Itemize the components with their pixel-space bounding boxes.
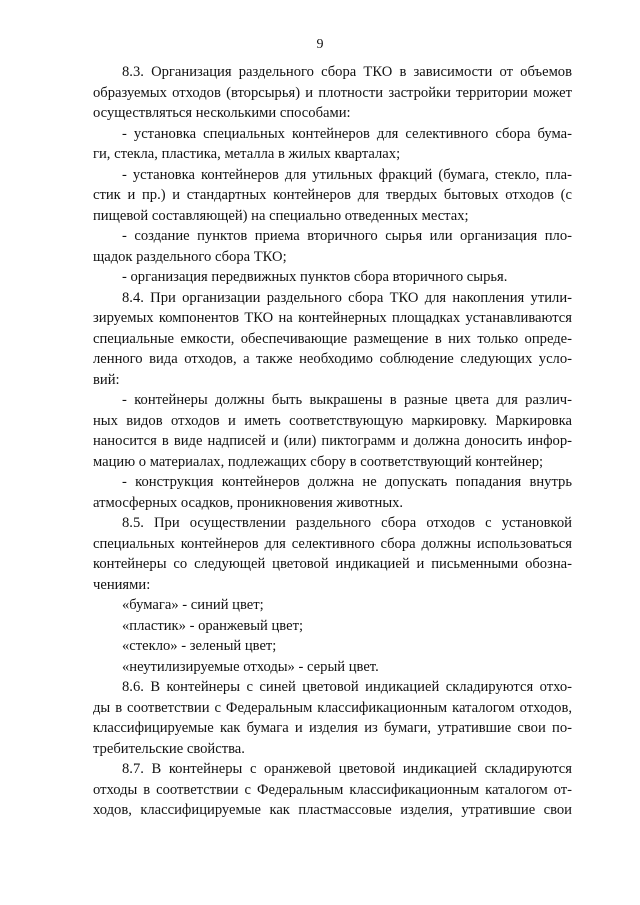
text-line: - конструкция контейнеров должна не допускать попадания внутрь xyxy=(122,474,572,490)
text-line: осуществляться несколькими способами: xyxy=(93,105,351,121)
text-line: стик и пр.) и стандартных контейнеров для твердых бытовых отходов (с xyxy=(93,187,572,203)
text-line: вий: xyxy=(93,371,120,388)
text-line: - организация передвижных пунктов сбора вторичного сырья. xyxy=(122,269,508,285)
text-line: мацию о материалах, подлежащих сбору в соответствующий контейнер; xyxy=(93,453,544,470)
text-line: классифицируемые как бумага и изделия из бумаги, утратившие свои по- xyxy=(93,720,572,736)
text-line: требительские свойства. xyxy=(93,740,245,757)
text-line: 8.4. При организации раздельного сбора ТКО для накопления утили- xyxy=(122,289,572,306)
text-line: - установка контейнеров для утильных фракций (бумага, стекло, пла- xyxy=(122,166,572,183)
text-line: ходов, классифицируемые как пластмассовые изделия, утратившие свои xyxy=(93,802,572,818)
text-line: щадок раздельного сбора ТКО; xyxy=(93,248,287,265)
text-line: - контейнеры должны быть выкрашены в разные цвета для различ- xyxy=(122,392,572,408)
text-line: отходы в соответствии с Федеральным классификационным каталогом от- xyxy=(93,781,572,798)
text-line: специальные емкости, обеспечивающие размещение в них только опреде- xyxy=(93,330,572,347)
text-line: «неутилизируемые отходы» - серый цвет. xyxy=(122,658,379,675)
text-line: образуемых отходов (вторсырья) и плотности застройки территории может xyxy=(93,84,572,101)
text-line: 8.7. В контейнеры с оранжевой цветовой индикацией складируются xyxy=(122,761,572,777)
text-line: специальных контейнеров для селективного сбора должны использоваться xyxy=(93,535,572,552)
text-line: контейнеры со следующей цветовой индикацией и письменными обозна- xyxy=(93,556,572,572)
text-line: чениями: xyxy=(93,576,151,593)
text-line: 8.6. В контейнеры с синей цветовой индикацией складируются отхо- xyxy=(122,679,572,695)
text-line: «пластик» - оранжевый цвет; xyxy=(122,617,304,634)
text-line: - создание пунктов приема вторичного сырья или организация пло- xyxy=(122,228,572,244)
text-line: пищевой составляющей) на специально отведенных местах; xyxy=(93,207,469,224)
text-line: наносится в виде надписей и (или) пиктограмм и должна доносить инфор- xyxy=(93,433,572,449)
document-body xyxy=(93,62,572,821)
text-line: - установка специальных контейнеров для селективного сбора бума- xyxy=(122,125,572,142)
text-line: 8.3. Организация раздельного сбора ТКО в зависимости от объемов xyxy=(122,64,572,80)
text-line: ги, стекла, пластика, металла в жилых кварталах; xyxy=(93,146,401,162)
text-line: ных видов отходов и иметь соответствующую маркировку. Маркировка xyxy=(93,412,572,429)
text-line: зируемых компонентов ТКО на контейнерных площадках устанавливаются xyxy=(93,310,572,326)
text-line: ды в соответствии с Федеральным классификационным каталогом отходов, xyxy=(93,699,572,716)
text-line: ленного вида отходов, а также необходимо соблюдение следующих усло- xyxy=(93,351,572,367)
page-number: 9 xyxy=(316,37,324,52)
text-line: «стекло» - зеленый цвет; xyxy=(122,638,277,654)
text-line: 8.5. При осуществлении раздельного сбора отходов с установкой xyxy=(122,515,572,531)
text-line: «бумага» - синий цвет; xyxy=(122,597,264,613)
text-line: атмосферных осадков, проникновения животных. xyxy=(93,494,404,511)
